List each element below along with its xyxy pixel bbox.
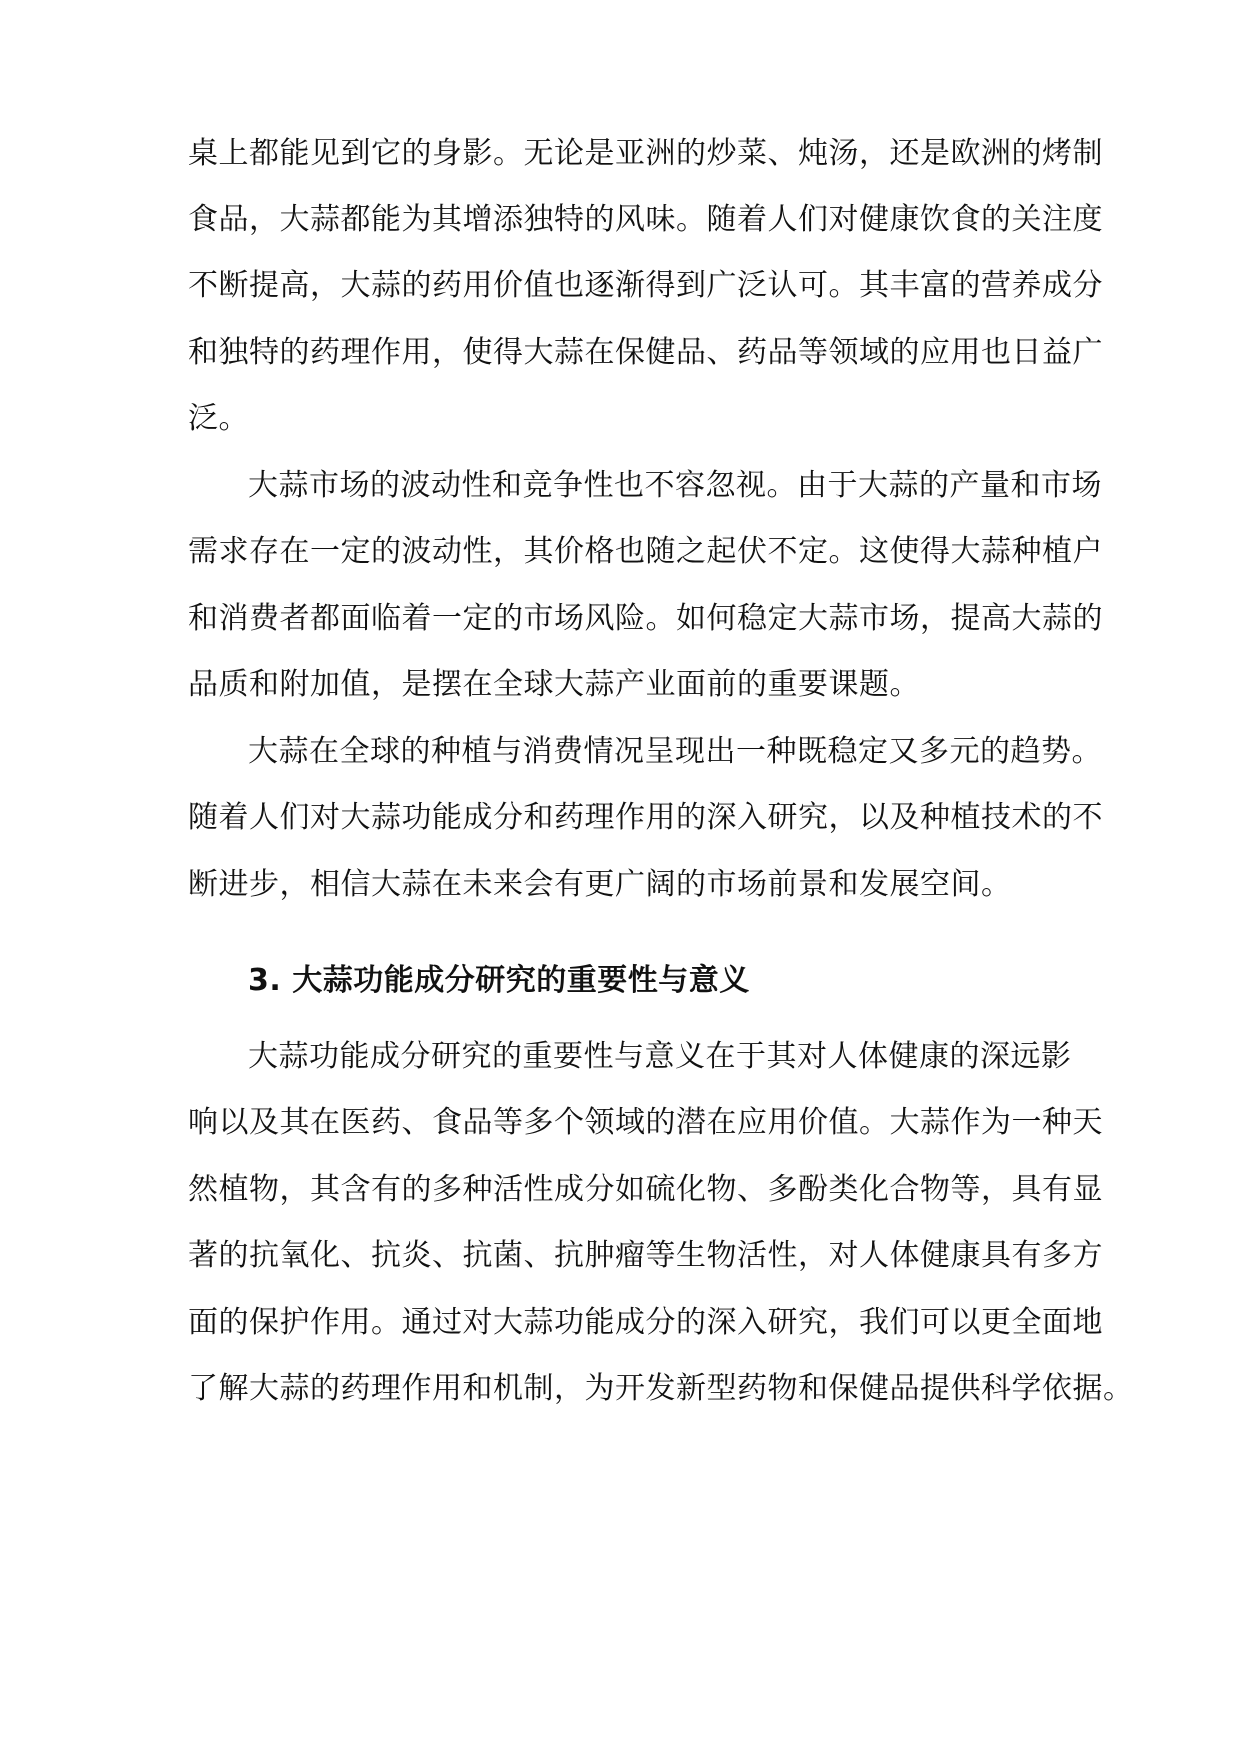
paragraph-1-line-2: 食品，大蒜都能为其增添独特的风味。随着人们对健康饮食的关注度 (188, 202, 1103, 237)
paragraph-2-line-2: 需求存在一定的波动性，其价格也随之起伏不定。这使得大蒜种植户 (188, 534, 1103, 569)
paragraph-4-line-3: 然植物，其含有的多种活性成分如硫化物、多酚类化合物等，具有显 (188, 1172, 1103, 1207)
paragraph-2-line-4: 品质和附加值，是摆在全球大蒜产业面前的重要课题。 (188, 667, 920, 702)
paragraph-4-line-6: 了解大蒜的药理作用和机制，为开发新型药物和保健品提供科学依据。 (188, 1371, 1134, 1406)
paragraph-2-line-3: 和消费者都面临着一定的市场风险。如何稳定大蒜市场，提高大蒜的 (188, 601, 1103, 636)
paragraph-3-line-1: 大蒜在全球的种植与消费情况呈现出一种既稳定又多元的趋势。 (248, 734, 1102, 769)
paragraph-1-line-5: 泛。 (188, 401, 249, 436)
paragraph-3-line-3: 断进步，相信大蒜在未来会有更广阔的市场前景和发展空间。 (188, 867, 1012, 902)
paragraph-1-line-1: 桌上都能见到它的身影。无论是亚洲的炒菜、炖汤，还是欧洲的烤制 (188, 136, 1103, 171)
paragraph-4-line-1: 大蒜功能成分研究的重要性与意义在于其对人体健康的深远影 (248, 1039, 1072, 1074)
paragraph-1-line-4: 和独特的药理作用，使得大蒜在保健品、药品等领域的应用也日益广 (188, 335, 1103, 370)
paragraph-4-line-4: 著的抗氧化、抗炎、抗菌、抗肿瘤等生物活性，对人体健康具有多方 (188, 1238, 1103, 1273)
paragraph-2-line-1: 大蒜市场的波动性和竞争性也不容忽视。由于大蒜的产量和市场 (248, 468, 1102, 503)
paragraph-4-line-5: 面的保护作用。通过对大蒜功能成分的深入研究，我们可以更全面地 (188, 1305, 1103, 1340)
section-heading: 3. 大蒜功能成分研究的重要性与意义 (248, 963, 750, 998)
paragraph-3-line-2: 随着人们对大蒜功能成分和药理作用的深入研究，以及种植技术的不 (188, 800, 1103, 835)
paragraph-1-line-3: 不断提高，大蒜的药用价值也逐渐得到广泛认可。其丰富的营养成分 (188, 268, 1103, 303)
paragraph-4-line-2: 响以及其在医药、食品等多个领域的潜在应用价值。大蒜作为一种天 (188, 1105, 1103, 1140)
